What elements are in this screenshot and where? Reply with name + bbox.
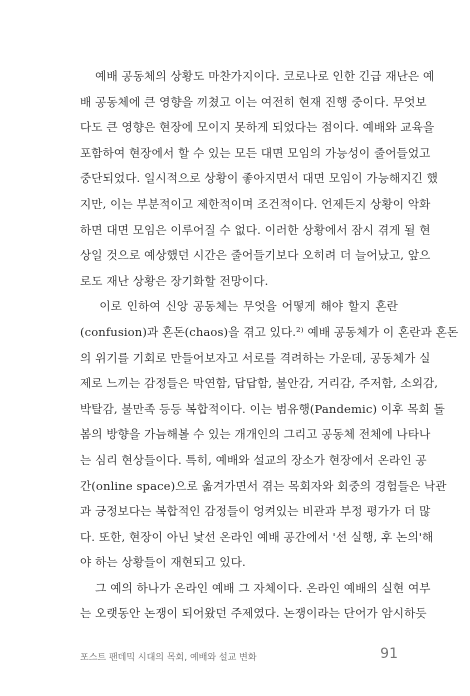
running-title: 포스트 팬데믹 시대의 목회, 예배와 설교 변화 <box>80 653 257 663</box>
text-line: 지만, 이는 부분적이고 제한적이며 조건적이다. 언제든지 상황이 악화 <box>80 196 431 211</box>
text-line: 는 심리 현상들이다. 특히, 예배와 설교의 장소가 현장에서 온라인 공 <box>80 452 427 467</box>
text-line: 배 공동체에 큰 영향을 끼쳤고 이는 여전히 현재 진행 중이다. 무엇보 <box>80 94 427 109</box>
text-line: 다. 또한, 현장이 아닌 낯선 온라인 예배 공간에서 '선 실행, 후 논의'해 <box>80 529 434 544</box>
text-line: 간(online space)으로 옮겨가면서 겪는 목회자와 회중의 경험들은 낙관 <box>80 478 447 493</box>
text-line: 포함하여 현장에서 할 수 있는 모든 대면 모임의 가능성이 줄어들었고 <box>80 145 431 160</box>
text-line: 는 오랫동안 논쟁이 되어왔던 주제였다. 논쟁이라는 단어가 암시하듯 <box>80 606 427 621</box>
paragraph <box>80 64 438 294</box>
paragraph <box>80 294 459 576</box>
body-text <box>80 64 459 627</box>
text-line: 봄의 방향을 가늠해볼 수 있는 개개인의 그리고 공동체 전체에 나타나 <box>80 427 431 442</box>
page-number: 91 <box>380 646 398 662</box>
text-line: 예배 공동체의 상황도 마찬가지이다. 코로나로 인한 긴급 재난은 예 <box>80 69 435 83</box>
text-line: (confusion)과 혼돈(chaos)을 겪고 있다.²⁾ 예배 공동체가 이 혼란과 혼돈 <box>80 324 459 339</box>
page-footer <box>80 646 398 666</box>
text-line: 이로 인하여 신앙 공동체는 무엇을 어떻게 해야 할지 혼란 <box>80 299 398 314</box>
text-line: 야 하는 상황들이 재현되고 있다. <box>80 555 246 570</box>
text-line: 로도 재난 상황은 장기화할 전망이다. <box>80 273 269 288</box>
text-line: 하면 대면 모임은 이루어질 수 없다. 이러한 상황에서 잠시 겪게 될 현 <box>80 222 431 237</box>
text-line: 상일 것으로 예상했던 시간은 줄어들기보다 오히려 더 늘어났고, 앞으 <box>80 248 431 263</box>
paragraph <box>80 576 431 627</box>
text-line: 과 긍정보다는 복합적인 감정들이 엉켜있는 비관과 부정 평가가 더 많 <box>80 504 431 519</box>
text-line: 그 예의 하나가 온라인 예배 그 자체이다. 온라인 예배의 실현 여부 <box>80 580 431 595</box>
text-line: 다도 큰 영향은 현장에 모이지 못하게 되었다는 점이다. 예배와 교육을 <box>80 120 435 135</box>
text-line: 박탈감, 불만족 등등 복합적이다. 이는 범유행(Pandemic) 이후 목회 돌 <box>80 401 445 416</box>
text-line: 제로 느끼는 감정들은 막연함, 답답함, 불안감, 거리감, 주저함, 소외감, <box>80 376 439 391</box>
text-line: 의 위기를 기회로 만들어보자고 서로를 격려하는 가운데, 공동체가 실 <box>80 350 431 365</box>
text-line: 중단되었다. 일시적으로 상황이 좋아지면서 대면 모임이 가능해지긴 했 <box>80 171 438 186</box>
